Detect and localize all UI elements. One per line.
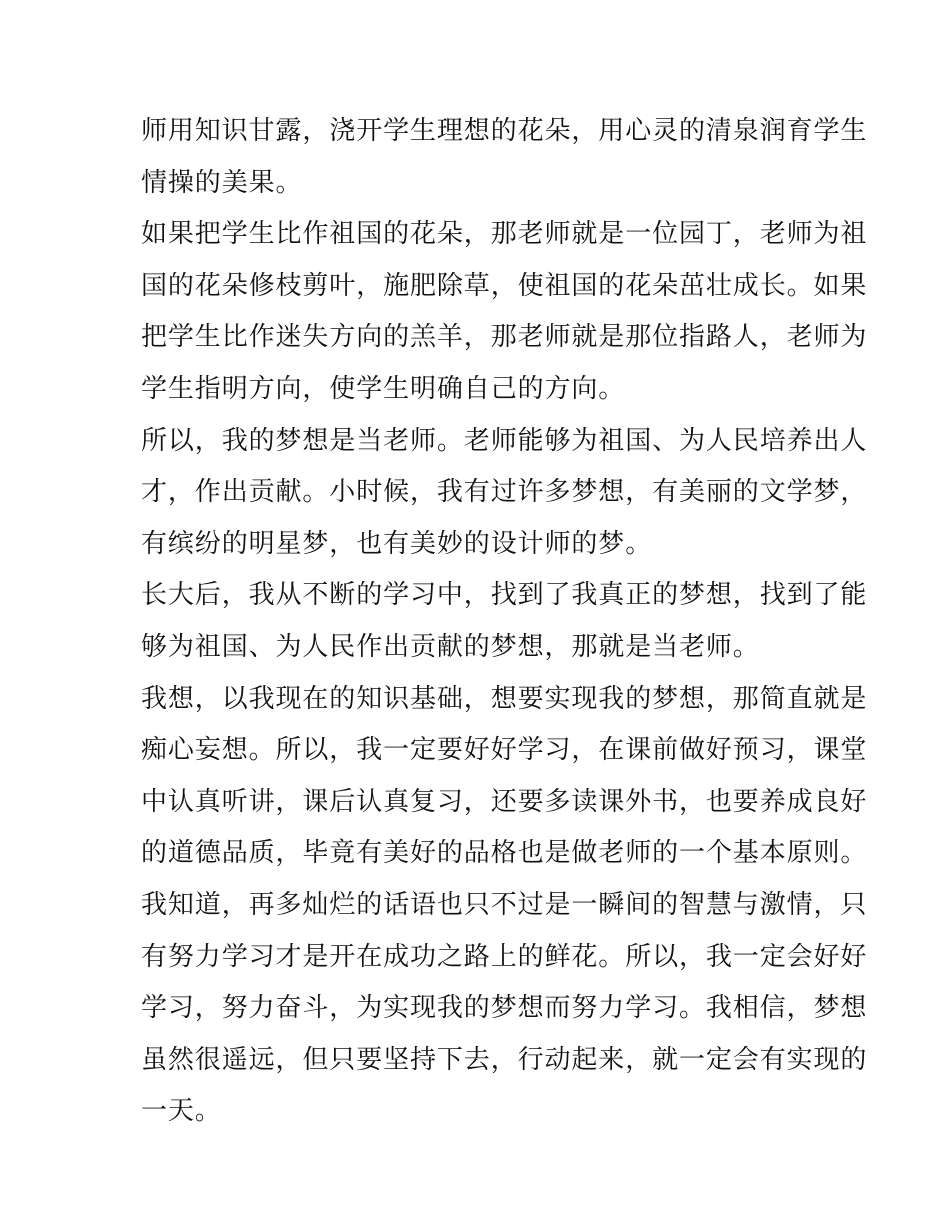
text-line: 有缤纷的明星梦，也有美妙的设计师的梦。 [141,528,653,559]
text-line: 中认真听讲，课后认真复习，还要多读课外书，也要养成良好 [141,786,868,817]
text-line: 师用知识甘露，浇开学生理想的花朵，用心灵的清泉润育学生 [141,116,868,146]
text-line: 有努力学习才是开在成功之路上的鲜花。所以，我一定会好好 [141,941,868,972]
text-line: 长大后，我从不断的学习中，找到了我真正的梦想，找到了能 [141,580,868,611]
text-line: 虽然很遥远，但只要坚持下去，行动起来，就一定会有实现的 [141,1044,868,1075]
text-line: 我想，以我现在的知识基础，想要实现我的梦想，那简直就是 [141,683,868,714]
text-line: 国的花朵修枝剪叶，施肥除草，使祖国的花朵茁壮成长。如果 [141,270,868,301]
text-line: 一天。 [141,1096,222,1127]
text-line: 把学生比作迷失方向的羔羊，那老师就是那位指路人，老师为 [141,322,868,353]
text-line: 如果把学生比作祖国的花朵，那老师就是一位园丁，老师为祖 [141,219,868,250]
text-line: 的道德品质，毕竟有美好的品格也是做老师的一个基本原则。 [141,838,868,869]
essay-body [141,106,868,1138]
text-line: 够为祖国、为人民作出贡献的梦想，那就是当老师。 [141,631,760,662]
text-line: 情操的美果。 [141,167,303,198]
text-line: 学习，努力奋斗，为实现我的梦想而努力学习。我相信，梦想 [141,993,868,1024]
text-line: 所以，我的梦想是当老师。老师能够为祖国、为人民培养出人 [141,425,868,456]
text-line: 才，作出贡献。小时候，我有过许多梦想，有美丽的文学梦， [141,477,868,508]
text-line: 学生指明方向，使学生明确自己的方向。 [141,373,626,404]
text-line: 我知道，再多灿烂的话语也只不过是一瞬间的智慧与激情，只 [141,889,868,920]
text-line: 痴心妄想。所以，我一定要好好学习，在课前做好预习，课堂 [141,735,868,766]
